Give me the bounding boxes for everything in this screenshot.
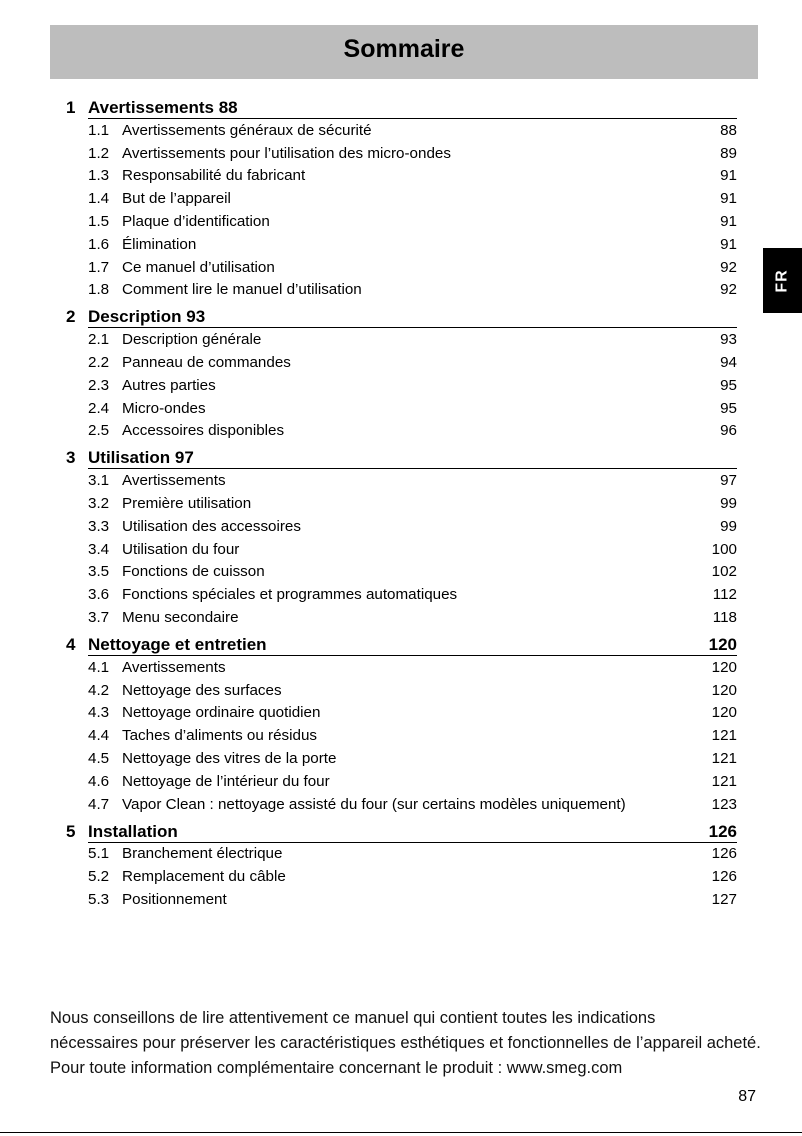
toc-entry[interactable] [66, 279, 737, 302]
bottom-rule [0, 1132, 802, 1133]
toc-entry-title: Nettoyage des surfaces [122, 681, 282, 699]
toc-entry-page: 93 [720, 331, 737, 349]
toc-entry[interactable] [66, 843, 737, 866]
intro-line: Nous conseillons de lire attentivement ce manuel qui contient toutes les indications [50, 1009, 656, 1027]
toc-entry-label [88, 122, 372, 139]
toc-entry-number: 5.1 [88, 845, 110, 863]
toc-section-heading[interactable] [66, 442, 737, 468]
page-title: Sommaire [343, 35, 465, 63]
toc-section-title: Utilisation 97 [88, 448, 194, 468]
toc-entry-number: 4.3 [88, 704, 110, 722]
toc-entry-page: 88 [720, 121, 737, 139]
toc-entry-label [88, 845, 282, 862]
toc-entry-page: 91 [720, 190, 737, 208]
toc-entry-title: Remplacement du câble [122, 868, 286, 886]
toc-entry[interactable] [66, 233, 737, 256]
toc-entry-page: 91 [720, 235, 737, 253]
toc-entry-number: 5.2 [88, 868, 110, 886]
toc-entry-page: 120 [711, 704, 737, 722]
toc-entry-label [88, 563, 265, 580]
toc-entry-title: Responsabilité du fabricant [122, 167, 306, 185]
language-tab-label: FR [773, 268, 791, 293]
toc-entry[interactable] [66, 679, 737, 702]
toc-entry-label [88, 145, 451, 162]
toc-entry[interactable] [66, 492, 737, 515]
toc-entry-label [88, 281, 362, 298]
toc-entry-title: Avertissements pour l’utilisation des micro-ondes [122, 144, 451, 162]
toc-entry-title: Autres parties [122, 376, 216, 394]
toc-entry-number: 3.3 [88, 517, 110, 535]
toc-entry-number: 2.2 [88, 354, 110, 372]
toc-entry-title: Nettoyage des vitres de la porte [122, 750, 337, 768]
toc-entry-number: 3.1 [88, 472, 110, 490]
toc-entry-number: 1.2 [88, 144, 110, 162]
toc-entry-label [88, 422, 284, 439]
toc-entry-title: Menu secondaire [122, 609, 239, 627]
toc-entry-number: 1.8 [88, 281, 110, 299]
toc-entry-title: Élimination [122, 235, 197, 253]
toc-entry-title: Branchement électrique [122, 845, 283, 863]
toc-entry-number: 3.5 [88, 563, 110, 581]
toc-section-heading[interactable] [66, 301, 737, 327]
toc-entry[interactable] [66, 210, 737, 233]
toc-entry-label [88, 518, 301, 535]
toc-section-number: 5 [66, 821, 76, 841]
toc-section-number: 3 [66, 448, 76, 468]
toc-entry-page: 99 [720, 517, 737, 535]
toc-entry[interactable] [66, 469, 737, 492]
toc-entry[interactable] [66, 142, 737, 165]
toc-section-title-wrap [66, 98, 238, 118]
intro-line: nécessaires pour préserver les caractéristiques esthétiques et fonctionnelles de l’appareil acheté. [50, 1034, 761, 1052]
toc-entry[interactable] [66, 119, 737, 142]
toc-entry[interactable] [66, 187, 737, 210]
toc-entry-number: 3.6 [88, 586, 110, 604]
toc-section-number: 4 [66, 634, 76, 654]
toc-entry[interactable] [66, 351, 737, 374]
toc-entry-page: 120 [711, 681, 737, 699]
toc-entry[interactable] [66, 865, 737, 888]
toc-entry-label [88, 259, 275, 276]
toc-entry-title: Vapor Clean : nettoyage assisté du four (sur certains modèles uniquement) [122, 795, 626, 813]
toc-entry-label [88, 750, 336, 767]
toc-entry-label [88, 609, 239, 626]
toc-entry-number: 2.4 [88, 399, 110, 417]
toc-entry-title: Première utilisation [122, 495, 252, 513]
toc-entry-number: 1.7 [88, 258, 110, 276]
intro-text [50, 1006, 770, 1081]
toc-entry[interactable] [66, 583, 737, 606]
toc-entry-number: 3.4 [88, 540, 110, 558]
toc-entry-label [88, 472, 226, 489]
toc-section-page: 120 [708, 634, 737, 654]
toc-entry-title: Plaque d’identification [122, 213, 270, 231]
toc-entry-label [88, 213, 270, 230]
toc-entry-title: Utilisation du four [122, 540, 240, 558]
toc-entry-number: 4.5 [88, 750, 110, 768]
toc-entry[interactable] [66, 374, 737, 397]
toc-entry-label [88, 541, 239, 558]
toc-entry-page: 94 [720, 354, 737, 372]
toc-entry-page: 123 [711, 795, 737, 813]
toc-entry-page: 121 [711, 772, 737, 790]
toc-entry-label [88, 868, 286, 885]
toc-entry[interactable] [66, 606, 737, 629]
toc-entry-number: 3.2 [88, 495, 110, 513]
toc-entry-page: 120 [711, 658, 737, 676]
toc-entry[interactable] [66, 770, 737, 793]
toc-section-title: Nettoyage et entretien [88, 634, 267, 654]
toc-entry-page: 126 [711, 845, 737, 863]
toc-entry-number: 2.5 [88, 422, 110, 440]
toc-entry-title: Fonctions spéciales et programmes automatiques [122, 586, 458, 604]
toc-entry-number: 2.1 [88, 331, 110, 349]
toc-section-page: 126 [708, 821, 737, 841]
toc-entry-label [88, 682, 282, 699]
toc-entry[interactable] [66, 256, 737, 279]
toc-entry-page: 127 [711, 891, 737, 908]
toc-entry-page: 126 [711, 868, 737, 886]
toc-entry-page: 100 [711, 540, 737, 558]
toc-entry-number: 4.4 [88, 727, 110, 745]
toc-entry-number: 1.4 [88, 190, 110, 208]
toc-entry-label [88, 236, 196, 253]
language-tab [763, 248, 802, 313]
toc-entry-label [88, 190, 231, 207]
toc-entry-number: 1.3 [88, 167, 110, 185]
toc-entry-page: 102 [711, 563, 737, 581]
toc-entry[interactable] [66, 538, 737, 561]
toc-section-heading[interactable] [66, 92, 737, 118]
toc-entry-page: 97 [720, 472, 737, 490]
toc-entry-number: 2.3 [88, 376, 110, 394]
toc-entry-label [88, 331, 261, 348]
toc-entry-title: Utilisation des accessoires [122, 517, 301, 535]
toc-entry-number: 4.6 [88, 772, 110, 790]
toc-section-title-wrap [66, 307, 205, 327]
toc-entry-title: Description générale [122, 331, 262, 349]
toc-entry-page: 91 [720, 213, 737, 231]
toc-entry-title: Avertissements généraux de sécurité [122, 121, 372, 139]
toc-section-title: Description 93 [88, 307, 206, 327]
toc-entry-page: 92 [720, 258, 737, 276]
toc-section-title: Installation [88, 821, 178, 841]
toc-entry-label [88, 167, 305, 184]
toc-entry-page: 91 [720, 167, 737, 185]
toc-entry-number: 1.6 [88, 235, 110, 253]
toc-entry-title: Accessoires disponibles [122, 422, 285, 440]
toc-entry-page: 121 [711, 750, 737, 768]
toc-entry-label [88, 586, 457, 603]
toc-entry-title: Nettoyage ordinaire quotidien [122, 704, 321, 722]
toc-entry-label [88, 400, 206, 417]
toc-entry-title: Panneau de commandes [122, 354, 291, 372]
toc-section-heading[interactable] [66, 629, 737, 655]
toc-entry-page: 96 [720, 422, 737, 440]
toc-entry-label [88, 796, 626, 813]
toc-entry-number: 4.1 [88, 658, 110, 676]
toc-entry-number: 3.7 [88, 609, 110, 627]
toc-entry-number: 1.1 [88, 121, 110, 139]
toc-entry[interactable] [66, 561, 737, 584]
toc-section-title-wrap [66, 822, 178, 842]
toc-entry-label [88, 704, 320, 721]
toc-entry[interactable] [66, 656, 737, 679]
toc-entry-title: Micro-ondes [122, 399, 206, 417]
toc-section-title-wrap [66, 448, 194, 468]
toc-entry-page: 95 [720, 399, 737, 417]
toc-entry-title: Ce manuel d’utilisation [122, 258, 275, 276]
toc-section-title: Avertissements 88 [88, 98, 238, 117]
toc-entry-label [88, 659, 226, 676]
toc-entry-number: 4.2 [88, 681, 110, 699]
toc-entry-number: 1.5 [88, 213, 110, 231]
toc-entry-title: Avertissements [122, 658, 226, 676]
toc-entry[interactable] [66, 747, 737, 770]
toc-section-number: 2 [66, 307, 76, 327]
toc-entry[interactable] [66, 793, 737, 816]
toc-entry-title: Taches d’aliments ou résidus [122, 727, 318, 745]
toc-entry-page: 112 [712, 586, 737, 604]
toc-entry-title: Comment lire le manuel d’utilisation [122, 281, 362, 299]
toc-entry-page: 121 [711, 727, 737, 745]
toc-section-title-wrap [66, 635, 267, 655]
toc-entry[interactable] [66, 702, 737, 725]
title-bar [50, 25, 758, 79]
toc-entry-label [88, 495, 251, 512]
toc-entry-page: 95 [720, 376, 737, 394]
page-number: 87 [738, 1088, 756, 1105]
toc-entry-title: Avertissements [122, 472, 226, 490]
toc-entry-title: Fonctions de cuisson [122, 563, 265, 581]
toc-entry[interactable] [66, 888, 737, 911]
toc-entry-page: 89 [720, 144, 737, 162]
toc-entry[interactable] [66, 165, 737, 188]
table-of-contents [66, 92, 737, 911]
toc-entry-label [88, 891, 227, 908]
toc-entry[interactable] [66, 420, 737, 443]
toc-entry-title: Nettoyage de l’intérieur du four [122, 772, 330, 790]
toc-entry-title: Positionnement [122, 891, 227, 908]
toc-entry-number: 4.7 [88, 795, 110, 813]
toc-entry-number: 5.3 [88, 891, 110, 908]
toc-entry[interactable] [66, 328, 737, 351]
toc-entry[interactable] [66, 724, 737, 747]
toc-entry-page: 99 [720, 495, 737, 513]
toc-entry-title: But de l’appareil [122, 190, 231, 208]
toc-entry-label [88, 773, 330, 790]
toc-entry-page: 118 [712, 609, 737, 627]
toc-section-heading[interactable] [66, 816, 737, 842]
toc-entry-label [88, 727, 317, 744]
toc-entry[interactable] [66, 515, 737, 538]
toc-entry[interactable] [66, 397, 737, 420]
toc-entry-label [88, 354, 291, 371]
toc-entry-page: 92 [720, 281, 737, 299]
toc-section-number: 1 [66, 98, 76, 117]
intro-line: Pour toute information complémentaire concernant le produit : www.smeg.com [50, 1059, 623, 1077]
toc-entry-label [88, 377, 216, 394]
